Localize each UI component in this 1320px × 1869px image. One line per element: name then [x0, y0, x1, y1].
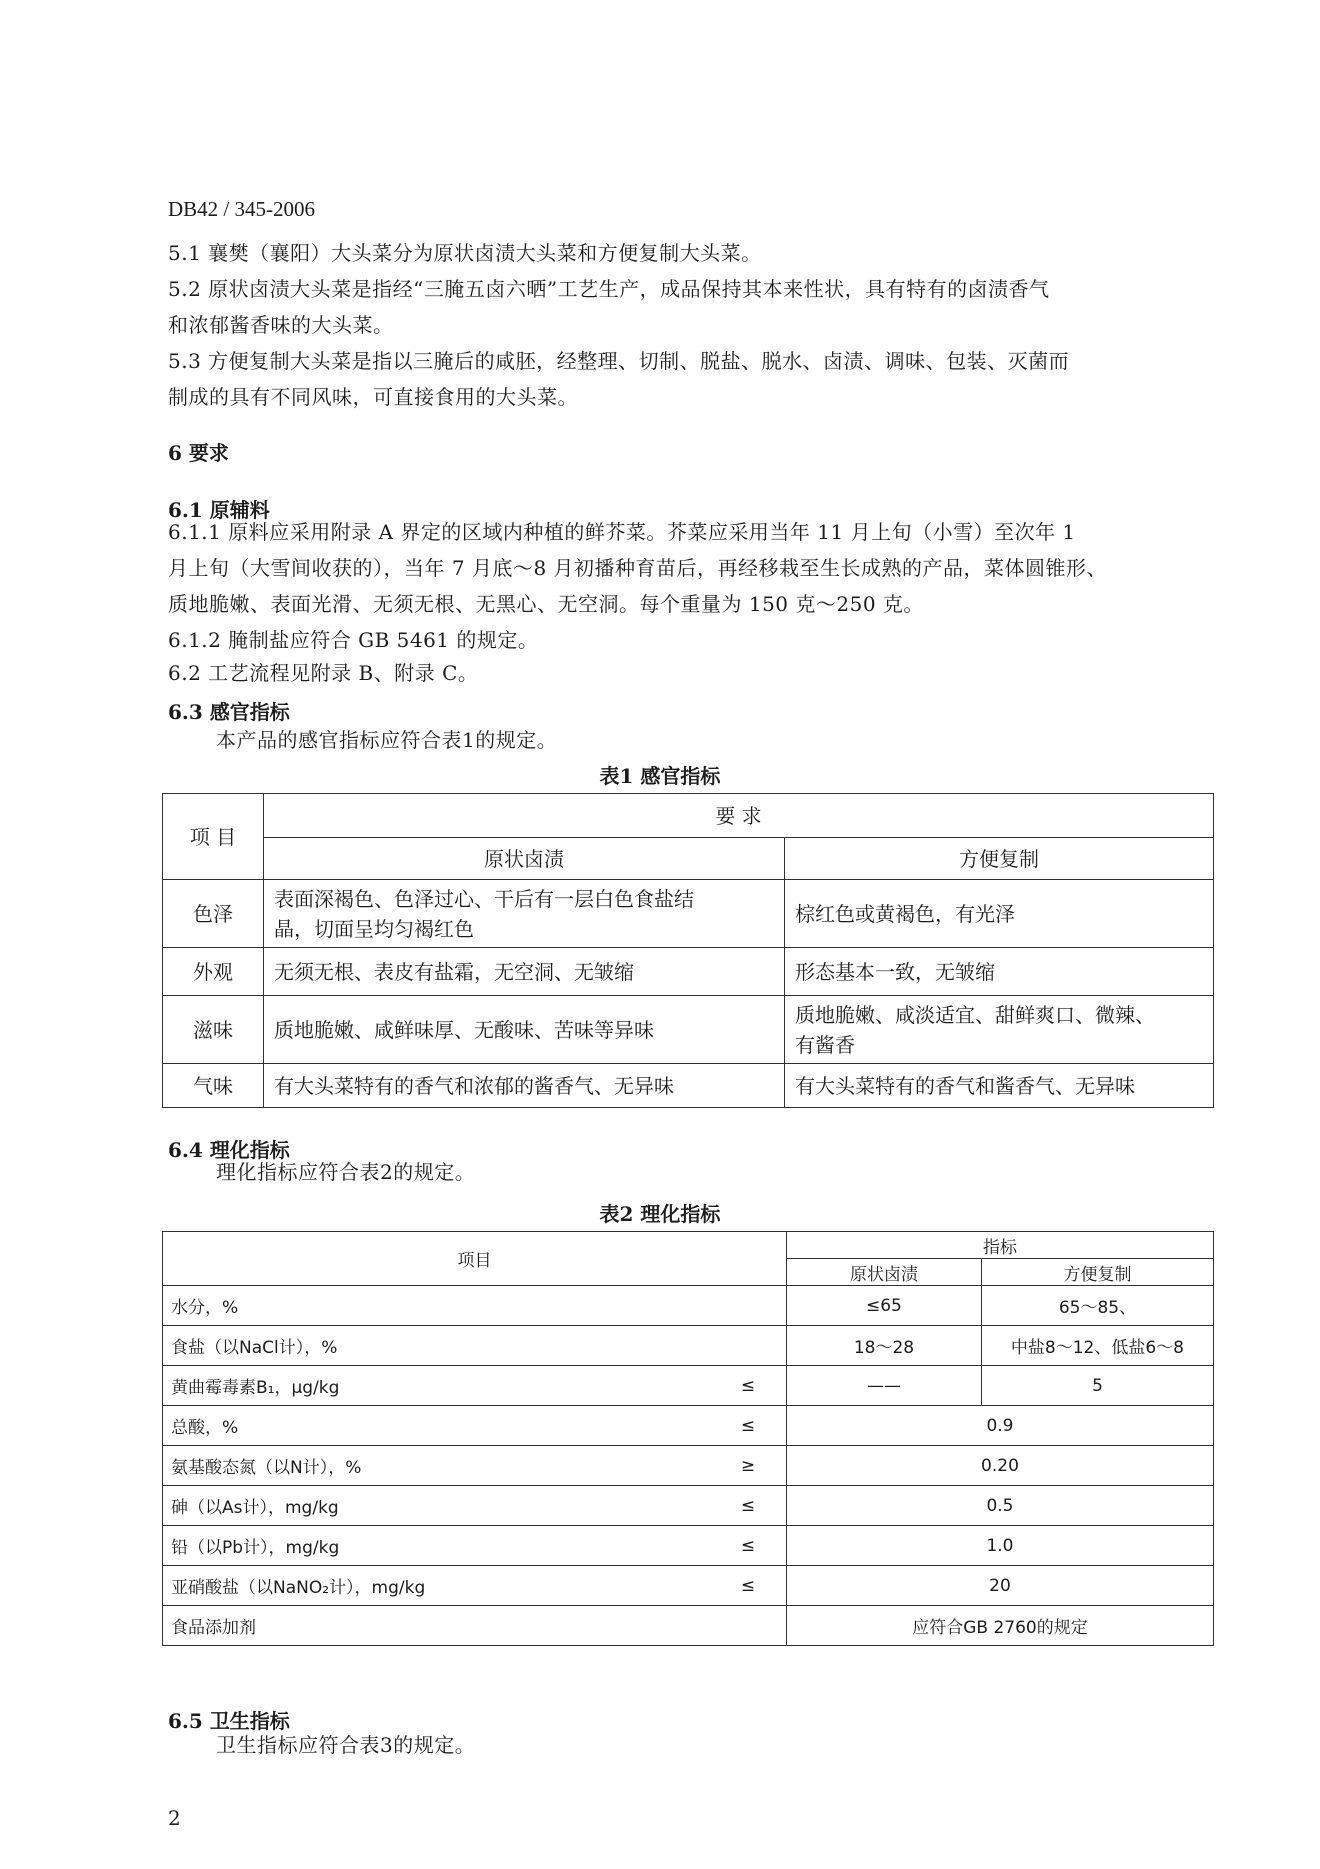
table1-col-original: 原状卤渍 [264, 838, 785, 880]
table2-head-item: 项目 [163, 1232, 787, 1286]
section-6-heading: 6 要求 [168, 441, 229, 465]
para-6-4: 理化指标应符合表2的规定。 [216, 1160, 476, 1184]
table2-head-index: 指标 [786, 1232, 1213, 1259]
table2-cell-merged: 0.5 [786, 1486, 1213, 1526]
section-6-3-heading: 6.3 感官指标 [168, 700, 290, 724]
table2-row-symbol: ≤ [710, 1566, 787, 1606]
table2-cell-original: ≤65 [786, 1286, 981, 1326]
physicochemical-table [162, 1231, 1214, 1646]
table2-row-symbol: ≤ [710, 1406, 787, 1446]
para-6-3: 本产品的感官指标应符合表1的规定。 [216, 728, 558, 752]
para-6-2: 6.2 工艺流程见附录 B、附录 C。 [168, 661, 479, 685]
table2-row-item: 食品添加剂 [163, 1606, 710, 1646]
para-6-1-2: 6.1.2 腌制盐应符合 GB 5461 的规定。 [168, 628, 539, 652]
table2-col-original: 原状卤渍 [786, 1259, 981, 1286]
table2-col-convenient: 方便复制 [981, 1259, 1213, 1286]
table2-cell-merged: 0.9 [786, 1406, 1213, 1446]
table-row [163, 1526, 1214, 1566]
table1-head-item: 项 目 [163, 794, 264, 880]
table1-cell-convenient: 质地脆嫩、咸淡适宜、甜鲜爽口、微辣、 有酱香 [785, 996, 1214, 1064]
table-row [163, 948, 1214, 996]
section-6-4-heading: 6.4 理化指标 [168, 1138, 290, 1162]
para-6-1-1-line3: 质地脆嫩、表面光滑、无须无根、无黑心、无空洞。每个重量为 150 克～250 克。 [168, 592, 924, 616]
table2-row-symbol [710, 1286, 787, 1326]
table-row [163, 1064, 1214, 1108]
table1-cell-original: 表面深褐色、色泽过心、干后有一层白色食盐结 晶，切面呈均匀褐红色 [264, 880, 785, 948]
table1-cell-original: 质地脆嫩、咸鲜味厚、无酸味、苦味等异味 [264, 996, 785, 1064]
section-6-5-heading: 6.5 卫生指标 [168, 1709, 290, 1733]
table2-row-item: 亚硝酸盐（以NaNO₂计），mg/kg [163, 1566, 710, 1606]
para-5-2-line1: 5.2 原状卤渍大头菜是指经“三腌五卤六晒”工艺生产，成品保持其本来性状，具有特有的卤渍香气 [168, 277, 1050, 301]
table2-cell-merged: 20 [786, 1566, 1213, 1606]
table2-row-item: 砷（以As计），mg/kg [163, 1486, 710, 1526]
table-row [163, 1486, 1214, 1526]
para-5-3-line2: 制成的具有不同风味，可直接食用的大头菜。 [168, 385, 578, 409]
table2-cell-original: —— [786, 1366, 981, 1406]
table1-row-item: 滋味 [163, 996, 264, 1064]
table2-caption: 表2 理化指标 [599, 1202, 721, 1226]
para-5-3-line1: 5.3 方便复制大头菜是指以三腌后的咸胚，经整理、切制、脱盐、脱水、卤渍、调味、包装、灭菌而 [168, 349, 1070, 373]
table2-cell-merged: 应符合GB 2760的规定 [786, 1606, 1213, 1646]
table2-row-symbol [710, 1606, 787, 1646]
table2-row-symbol: ≥ [710, 1446, 787, 1486]
table2-cell-convenient: 中盐8～12、低盐6～8 [981, 1326, 1213, 1366]
table-row [163, 1326, 1214, 1366]
table2-row-item: 食盐（以NaCl计），% [163, 1326, 710, 1366]
table1-cell-convenient: 棕红色或黄褐色，有光泽 [785, 880, 1214, 948]
table1-cell-convenient: 有大头菜特有的香气和酱香气、无异味 [785, 1064, 1214, 1108]
section-6-1-heading: 6.1 原辅料 [168, 498, 270, 522]
table2-row-item: 氨基酸态氮（以N计），% [163, 1446, 710, 1486]
table-row [163, 1446, 1214, 1486]
para-5-1: 5.1 襄樊（襄阳）大头菜分为原状卤渍大头菜和方便复制大头菜。 [168, 241, 762, 265]
table2-cell-convenient: 65～85、 [981, 1286, 1213, 1326]
table-row [163, 1406, 1214, 1446]
table-row [163, 996, 1214, 1064]
table2-row-symbol: ≤ [710, 1486, 787, 1526]
table2-cell-convenient: 5 [981, 1366, 1213, 1406]
table2-row-symbol [710, 1326, 787, 1366]
table-row [163, 1366, 1214, 1406]
table-row [163, 1566, 1214, 1606]
para-5-2-line2: 和浓郁酱香味的大头菜。 [168, 313, 394, 337]
table1-cell-original: 无须无根、表皮有盐霜，无空洞、无皱缩 [264, 948, 785, 996]
para-6-1-1-line1: 6.1.1 原料应采用附录 A 界定的区域内种植的鲜芥菜。芥菜应采用当年 11 月上旬（小雪）至次年 1 [168, 520, 1076, 544]
para-6-1-1-line2: 月上旬（大雪间收获的），当年 7 月底～8 月初播种育苗后，再经移栽至生长成熟的产品，菜体圆锥形、 [168, 556, 1108, 580]
table1-cell-original: 有大头菜特有的香气和浓郁的酱香气、无异味 [264, 1064, 785, 1108]
table1-row-item: 外观 [163, 948, 264, 996]
sensory-table [162, 793, 1214, 1108]
para-6-5: 卫生指标应符合表3的规定。 [216, 1733, 476, 1757]
document-id: DB42 / 345-2006 [168, 197, 315, 221]
table1-col-convenient: 方便复制 [785, 838, 1214, 880]
table1-row-item: 气味 [163, 1064, 264, 1108]
table2-row-symbol: ≤ [710, 1366, 787, 1406]
table-row [163, 880, 1214, 948]
table1-cell-convenient: 形态基本一致，无皱缩 [785, 948, 1214, 996]
page-number: 2 [168, 1806, 181, 1830]
table2-row-item: 总酸，% [163, 1406, 710, 1446]
table2-cell-merged: 0.20 [786, 1446, 1213, 1486]
table2-row-item: 铅（以Pb计），mg/kg [163, 1526, 710, 1566]
table2-row-item: 水分，% [163, 1286, 710, 1326]
table2-cell-merged: 1.0 [786, 1526, 1213, 1566]
table1-head-requirement: 要 求 [264, 794, 1214, 838]
table-row [163, 1286, 1214, 1326]
table-row [163, 1606, 1214, 1646]
table2-row-item: 黄曲霉毒素B₁，μg/kg [163, 1366, 710, 1406]
table2-cell-original: 18～28 [786, 1326, 981, 1366]
table2-row-symbol: ≤ [710, 1526, 787, 1566]
table1-row-item: 色泽 [163, 880, 264, 948]
table1-caption: 表1 感官指标 [599, 764, 721, 788]
